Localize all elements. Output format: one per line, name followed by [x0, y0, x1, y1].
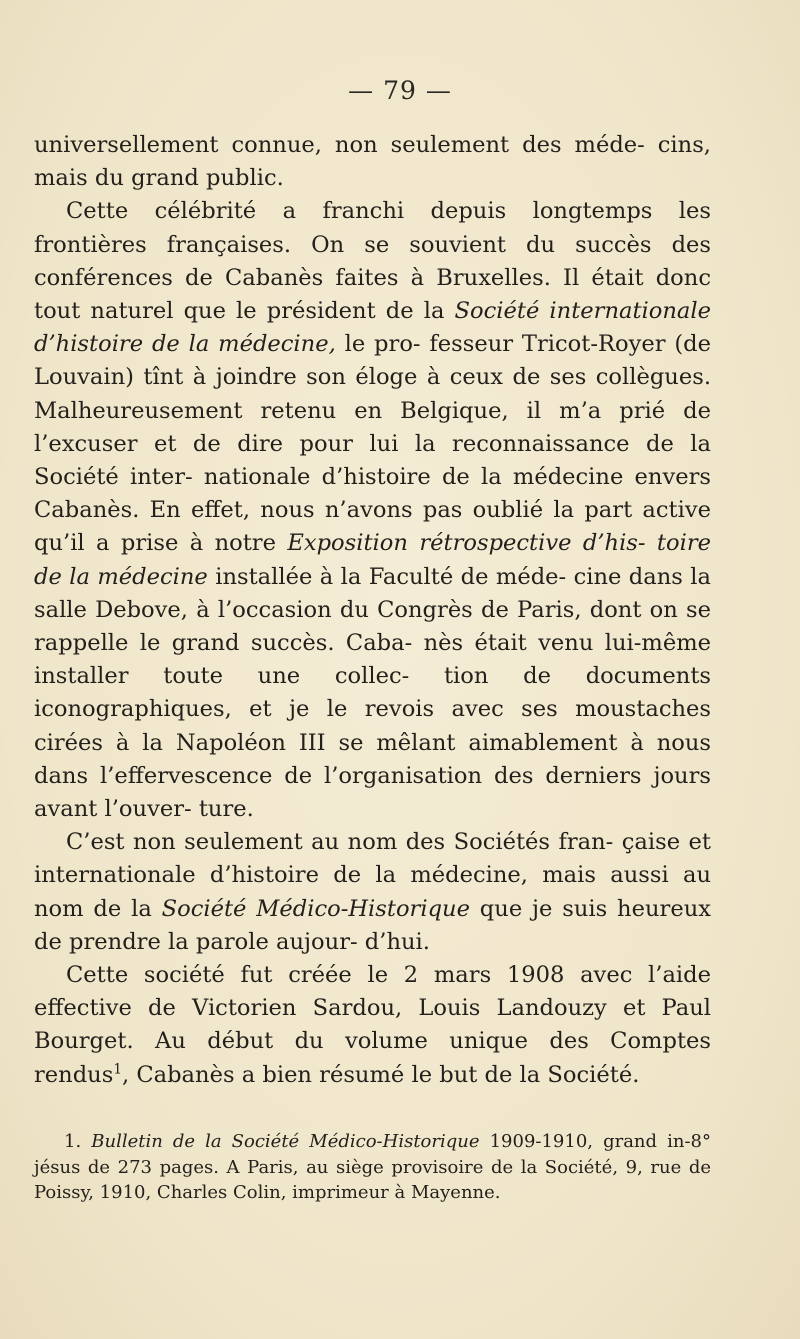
footnote-text: 1909-1910, grand in-8° jésus de 273 pages. A Paris, au siège provisoire de la Société, 9, rue de Poissy, 1910, Charles Colin, imprimeur à Mayenne.	[34, 1131, 711, 1203]
paragraph-3-text-b: que je suis heureux de prendre la parole aujour- d’hui.	[34, 895, 711, 955]
paragraph-3	[34, 826, 711, 959]
paragraph-2-text-b: le pro- fesseur Tricot-Royer (de Louvain) tînt à joindre son éloge à ceux de ses collègues. Malheureusement retenu en Belgique, il m’a prié de l’excuser et de dire pour lui la reconnaissance de la Société inter- nationale d’histoire de la médecine envers Cabanès. En effet, nous n’avons pas oublié la part active qu’il a prise à notre	[34, 331, 711, 557]
paragraph-2-text-c: installée à la Faculté de méde- cine dans la salle Debove, à l’occasion du Congrès de Paris, dont on se rappelle le grand succès. Caba- nès était venu lui-même installer toute une collec- tion de documents iconographiques, et je le revois avec ses moustaches cirées à la Napoléon III se mêlant aimablement à nous dans l’effervescence de l’organisation des derniers jours avant l’ouver- ture.	[34, 563, 711, 823]
footnote-marker: 1.	[64, 1131, 82, 1152]
exposition-title-italic: Exposition rétrospective d’his- toire de la médecine	[34, 530, 711, 590]
footnote	[34, 1129, 711, 1206]
paragraph-4-text-b: , Cabanès a bien résumé le but de la Société.	[121, 1061, 640, 1088]
body-text	[34, 129, 711, 1092]
footnote-reference: 1	[113, 1061, 122, 1078]
paragraph-1-text: universellement connue, non seulement des méde- cins, mais du grand public.	[34, 132, 711, 192]
paragraph-4-text-a: Cette société fut créée le 2 mars 1908 avec l’aide effective de Victorien Sardou, Louis Landouzy et Paul Bourget. Au début du volume unique des Comptes rendus	[34, 962, 711, 1088]
paragraph-3-text-a: C’est non seulement au nom des Sociétés fran- çaise et internationale d’histoire de la médecine, mais aussi au nom de la	[34, 829, 711, 922]
paragraph-1	[34, 129, 711, 195]
paragraph-4	[34, 959, 711, 1092]
medico-historique-italic: Société Médico-Historique	[161, 895, 470, 922]
footnote-title-italic: Bulletin de la Société Médico-Historique	[91, 1131, 480, 1152]
paragraph-2	[34, 195, 711, 826]
page-number: — 79 —	[348, 76, 452, 105]
paragraph-2-text-a: Cette célébrité a franchi depuis longtemps les frontières françaises. On se souvient du succès des conférences de Cabanès faites à Bruxelles. Il était donc tout naturel que le président de la	[34, 198, 711, 325]
society-name-italic: Société internationale d’histoire de la médecine,	[34, 298, 711, 358]
